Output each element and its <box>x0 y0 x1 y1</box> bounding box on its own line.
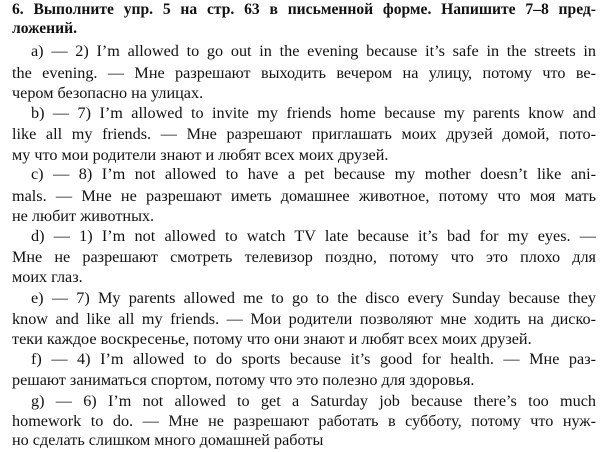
answer-b-line-1: b) — 7) I’m allowed to invite my friends home because my parents know and <box>31 104 596 122</box>
answer-b-line-2: like all my friends. — Мне разрешают приглашать моих друзей домой, пото- <box>12 125 596 143</box>
answer-c-line-3: не любит животных. <box>12 207 155 225</box>
answer-c-line-2: mals. — Мне не разрешают иметь домашнее животное, потому что моя мать <box>12 187 596 205</box>
answer-d-line-1: d) — 1) I’m not allowed to watch TV late because it’s bad for my eyes. — <box>31 227 596 245</box>
answer-f-line-2: решают заниматься спортом, потому что это полезно для здоровья. <box>12 371 475 389</box>
answer-e-line-2: know and like all my friends. — Мои родители позволяют мне ходить на диско- <box>12 310 596 328</box>
exercise-heading-line-2: ложений. <box>12 20 78 37</box>
answer-e-line-3: теки каждое воскресенье, потому что они знают и любят всех моих друзей. <box>12 330 532 348</box>
answer-c-line-1: c) — 8) I’m not allowed to have a pet because my mother doesn’t like ani- <box>31 165 596 183</box>
answer-a-line-3: чером безопасно на улицах. <box>12 84 204 102</box>
answer-g-line-1: g) — 6) I’m not allowed to get a Saturday job because there’s too much <box>31 392 596 410</box>
answer-d-line-2: Мне не разрешают смотреть телевизор поздно, потому что это плохо для <box>12 248 596 266</box>
answer-f-line-1: f) — 4) I’m allowed to do sports because it’s good for health. — Мне раз- <box>31 350 596 368</box>
answer-a-line-1: a) — 2) I’m allowed to go out in the evening because it’s safe in the streets in <box>31 42 596 60</box>
answer-b-line-3: му что мои родители знают и любят всех моих друзей. <box>12 146 389 164</box>
answer-a-line-2: the evening. — Мне разрешают выходить вечером на улицу, потому что ве- <box>12 64 596 82</box>
answer-g-line-3: но сделать слишком много домашней работы <box>12 431 324 449</box>
exercise-heading-line-1: 6. Выполните упр. 5 на стр. 63 в письменной форме. Напишите 7–8 пред- <box>12 1 596 18</box>
answer-e-line-1: e) — 7) My parents allowed me to go to the disco every Sunday because they <box>31 289 596 307</box>
answer-g-line-2: homework to do. — Мне не разрешают работать в субботу, потому что нуж- <box>12 412 596 430</box>
answer-d-line-3: моих глаз. <box>12 268 83 286</box>
